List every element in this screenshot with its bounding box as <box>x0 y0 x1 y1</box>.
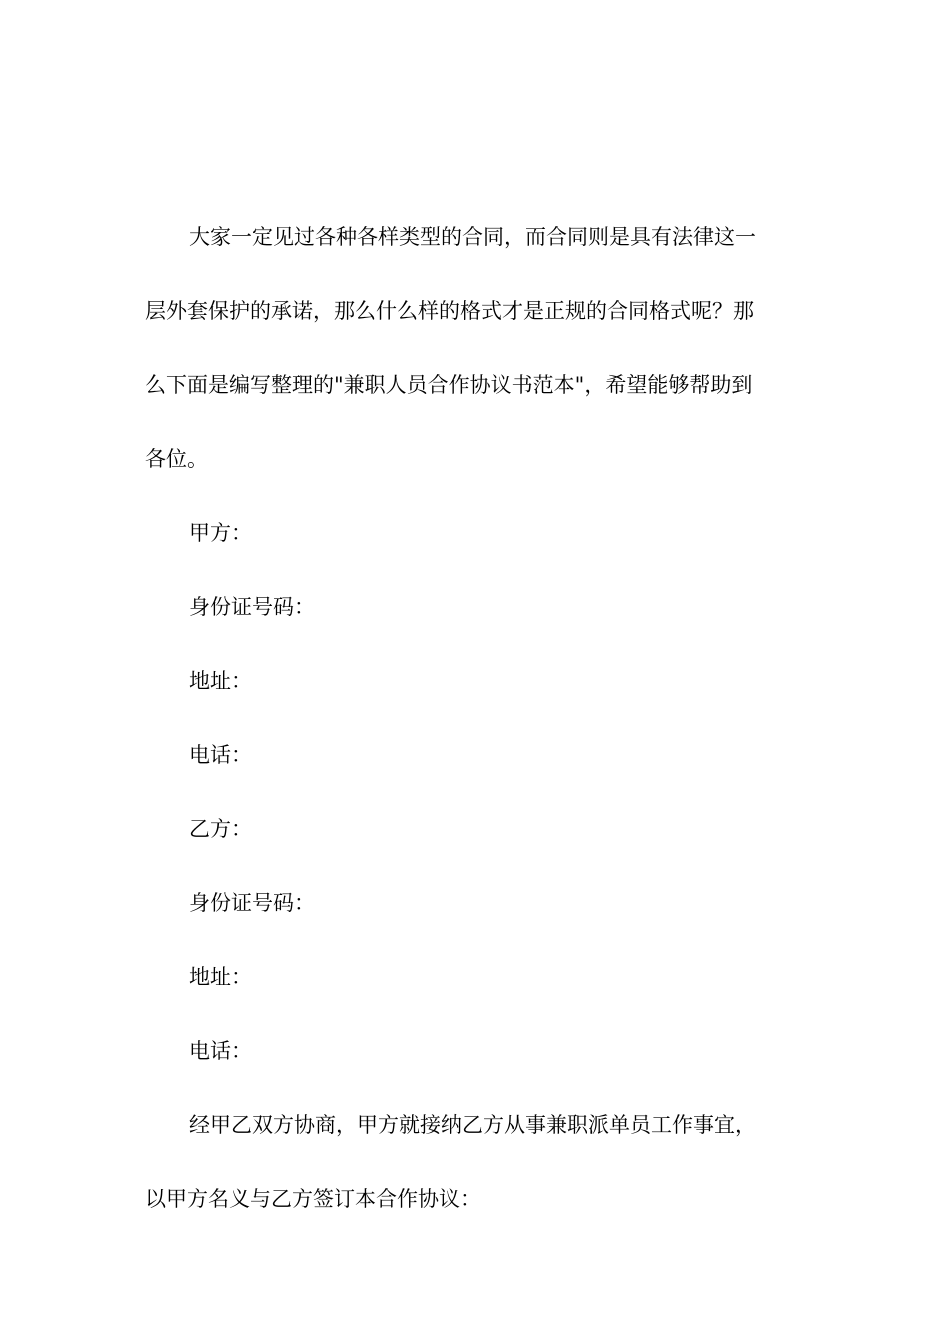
party-a-address-label: 地址： <box>189 669 252 693</box>
intro-line: 么下面是编写整理的"兼职人员合作协议书范本"，希望能够帮助到 <box>145 373 753 397</box>
party-b-section <box>145 792 795 1088</box>
intro-line: 各位。 <box>145 447 208 471</box>
party-b-address-label: 地址： <box>189 965 252 989</box>
party-a-section <box>145 496 795 792</box>
party-b-id-label: 身份证号码： <box>189 891 315 915</box>
agreement-line: 经甲乙双方协商，甲方就接纳乙方从事兼职派单员工作事宜， <box>189 1113 756 1137</box>
intro-line: 大家一定见过各种各样类型的合同，而合同则是具有法律这一 <box>189 225 756 249</box>
party-b-phone-label: 电话： <box>189 1039 252 1063</box>
intro-line: 层外套保护的承诺，那么什么样的格式才是正规的合同格式呢？那 <box>145 299 754 323</box>
agreement-paragraph <box>145 1088 795 1236</box>
agreement-line: 以甲方名义与乙方签订本合作协议： <box>145 1187 481 1211</box>
intro-paragraph <box>145 200 795 496</box>
document-body <box>145 200 795 1236</box>
party-a-id-label: 身份证号码： <box>189 595 315 619</box>
party-a-phone-label: 电话： <box>189 743 252 767</box>
party-a-label: 甲方： <box>189 521 252 545</box>
party-b-label: 乙方： <box>189 817 252 841</box>
